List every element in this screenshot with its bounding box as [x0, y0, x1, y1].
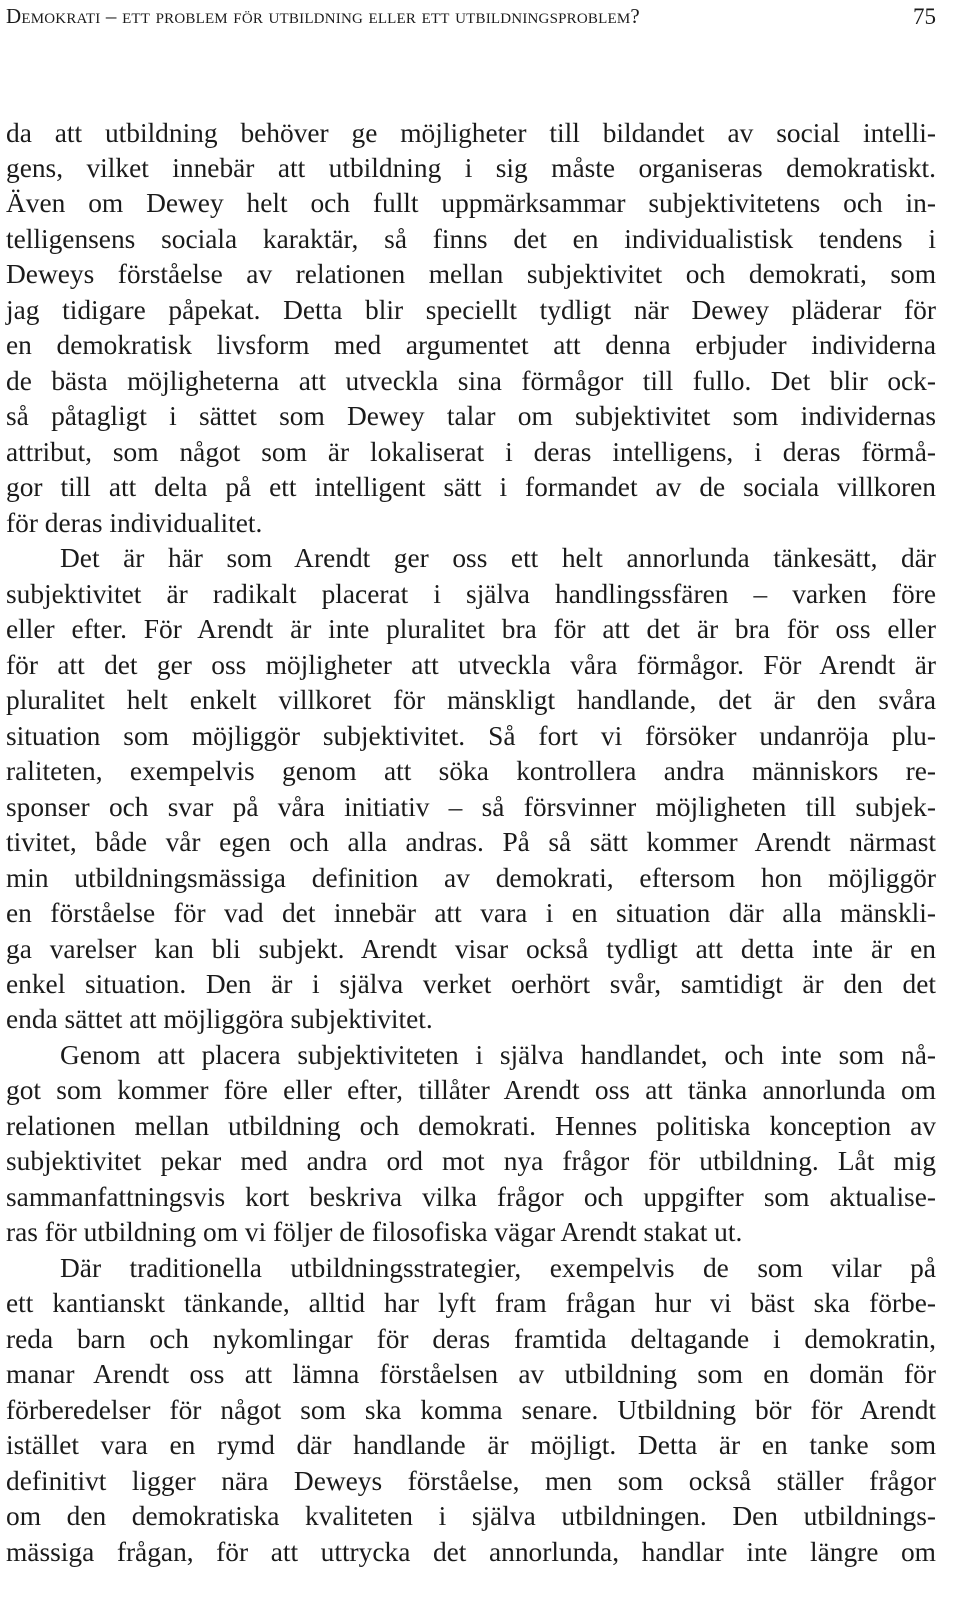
- text-line: tivitet, både vår egen och alla andras. På så sätt kommer Arendt närmast: [6, 827, 936, 857]
- text-line: relationen mellan utbildning och demokrati. Hennes politiska konception av: [6, 1111, 936, 1141]
- text-line: subjektivitet pekar med andra ord mot nya frågor för utbildning. Låt mig: [6, 1146, 936, 1176]
- text-line: situation som möjliggör subjektivitet. Så fort vi försöker undanröja plu-: [6, 721, 936, 751]
- text-line: mässiga frågan, för att uttrycka det annorlunda, handlar inte längre om: [6, 1537, 936, 1567]
- book-page: [6, 0, 936, 1612]
- text-line: reda barn och nykomlingar för deras framtida deltagande i demokratin,: [6, 1324, 936, 1354]
- text-line: enkel situation. Den är i själva verket oerhört svår, samtidigt är den det: [6, 969, 936, 999]
- text-line: om den demokratiska kvaliteten i själva utbildningen. Den utbildnings-: [6, 1501, 936, 1531]
- text-line: ett kantianskt tänkande, alltid har lyft fram frågan hur vi bäst ska förbe-: [6, 1288, 936, 1318]
- running-head: [6, 4, 936, 34]
- text-line: så påtagligt i sättet som Dewey talar om subjektivitet som individernas: [6, 401, 936, 431]
- text-line: da att utbildning behöver ge möjligheter till bildandet av social intelli-: [6, 118, 936, 148]
- text-line: manar Arendt oss att lämna förståelsen av utbildning som en domän för: [6, 1359, 936, 1389]
- text-line: got som kommer före eller efter, tillåter Arendt oss att tänka annorlunda om: [6, 1075, 936, 1105]
- text-line: Deweys förståelse av relationen mellan subjektivitet och demokrati, som: [6, 259, 936, 289]
- text-line: för att det ger oss möjligheter att utveckla våra förmågor. För Arendt är: [6, 650, 936, 680]
- text-line: pluralitet helt enkelt villkoret för mänskligt handlande, det är den svåra: [6, 685, 936, 715]
- text-line: raliteten, exempelvis genom att söka kontrollera andra människors re-: [6, 756, 936, 786]
- text-line: Det är här som Arendt ger oss ett helt annorlunda tänkesätt, där: [60, 543, 936, 573]
- text-line: Även om Dewey helt och fullt uppmärksammar subjektivitetens och in-: [6, 188, 936, 218]
- text-line: gor till att delta på ett intelligent sätt i formandet av de sociala villkoren: [6, 472, 936, 502]
- text-line: definitivt ligger nära Deweys förståelse, men som också ställer frågor: [6, 1466, 936, 1496]
- text-line: enda sättet att möjliggöra subjektivitet.: [6, 1004, 433, 1034]
- text-line: subjektivitet är radikalt placerat i själva handlingssfären – varken före: [6, 579, 936, 609]
- text-line: de bästa möjligheterna att utveckla sina förmågor till fullo. Det blir ock-: [6, 366, 936, 396]
- text-line: min utbildningsmässiga definition av demokrati, eftersom hon möjliggör: [6, 863, 936, 893]
- text-line: attribut, som något som är lokaliserat i deras intelligens, i deras förmå-: [6, 437, 936, 467]
- text-line: eller efter. För Arendt är inte pluralitet bra för att det är bra för oss eller: [6, 614, 936, 644]
- text-line: istället vara en rymd där handlande är möjligt. Detta är en tanke som: [6, 1430, 936, 1460]
- page-number: 75: [913, 4, 936, 29]
- text-line: för deras individualitet.: [6, 508, 263, 538]
- text-line: gens, vilket innebär att utbildning i sig måste organiseras demokratiskt.: [6, 153, 936, 183]
- text-line: sammanfattningsvis kort beskriva vilka frågor och uppgifter som aktualise-: [6, 1182, 936, 1212]
- text-line: en förståelse för vad det innebär att vara i en situation där alla mänskli-: [6, 898, 936, 928]
- text-line: sponser och svar på våra initiativ – så försvinner möjligheten till subjek-: [6, 792, 936, 822]
- text-line: en demokratisk livsform med argumentet att denna erbjuder individerna: [6, 330, 936, 360]
- text-line: Där traditionella utbildningsstrategier, exempelvis de som vilar på: [60, 1253, 936, 1283]
- text-line: ga varelser kan bli subjekt. Arendt visar också tydligt att detta inte är en: [6, 934, 936, 964]
- text-line: Genom att placera subjektiviteten i själva handlandet, och inte som nå-: [60, 1040, 936, 1070]
- text-line: jag tidigare påpekat. Detta blir speciellt tydligt när Dewey pläderar för: [6, 295, 936, 325]
- text-line: telligensens sociala karaktär, så finns det en individualistisk tendens i: [6, 224, 936, 254]
- text-line: förberedelser för något som ska komma senare. Utbildning bör för Arendt: [6, 1395, 936, 1425]
- text-line: ras för utbildning om vi följer de filosofiska vägar Arendt stakat ut.: [6, 1217, 743, 1247]
- running-title: Demokrati – ett problem för utbildning eller ett utbildningsproblem?: [6, 4, 640, 28]
